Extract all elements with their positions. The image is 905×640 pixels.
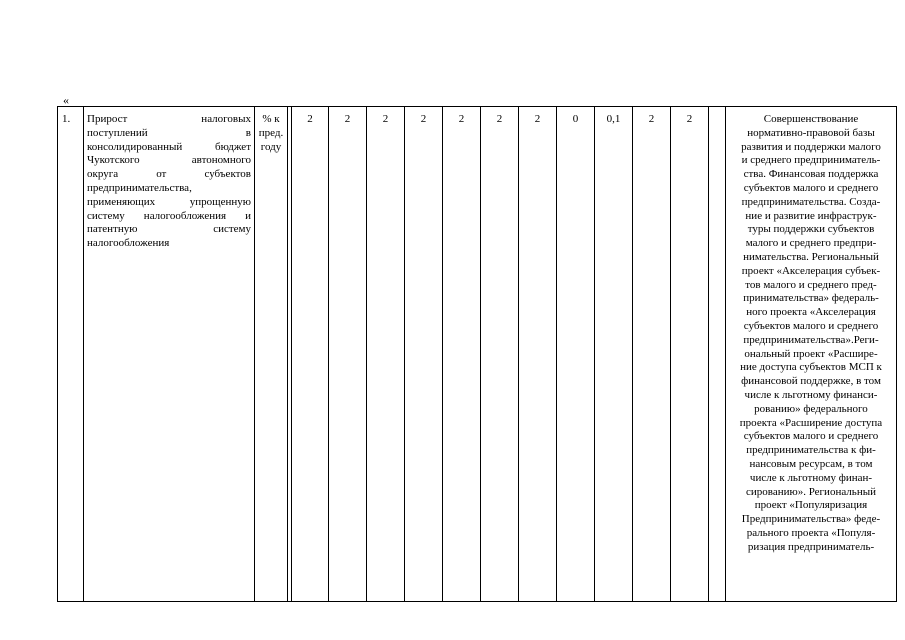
description-line: нимательства. Региональный (743, 250, 879, 263)
indicator-line: систему налогообложения и (87, 209, 251, 222)
unit-cell (255, 107, 288, 602)
description-line: Совершенствование (763, 113, 859, 125)
indicator-table (57, 106, 897, 602)
indicator-line: консолидированный бюджет (87, 140, 251, 153)
description-line: субъектов малого и среднего (743, 181, 879, 194)
description-line: и среднего предприниматель- (741, 154, 881, 167)
indicator-line: округа от субъектов (87, 168, 251, 181)
description-line: ние и развитие инфраструк- (745, 209, 877, 222)
value-cell: 2 (405, 107, 443, 602)
value-cell: 2 (519, 107, 557, 602)
description-line: ного проекта «Акселерация (746, 306, 876, 319)
description-line: развития и поддержки малого (741, 140, 881, 153)
value-cell: 2 (329, 107, 367, 602)
indicator-name-cell (84, 107, 255, 602)
description-line: малого и среднего предпри- (745, 237, 877, 250)
description-line: проект «Акселерация субъек- (741, 264, 881, 277)
value-cell: 0,1 (595, 107, 633, 602)
indicator-line: применяющих упрощенную (87, 195, 251, 208)
description-line: предпринимательства».Реги- (743, 333, 879, 346)
value-cell: 2 (633, 107, 671, 602)
description-line: тов малого и среднего пред- (745, 278, 877, 291)
table-row (58, 107, 897, 602)
description-line: нансовым ресурсам, в том (749, 457, 873, 470)
value-cell: 0 (557, 107, 595, 602)
row-number: 1. (58, 107, 84, 602)
description-line: предпринимательства. Созда- (741, 195, 881, 208)
description-line: рованию» федерального (754, 402, 868, 415)
unit-line: % к (262, 113, 280, 125)
opening-quote-mark: « (63, 93, 69, 107)
description-line: ональный проект «Расшире- (744, 347, 878, 360)
value-cell: 2 (671, 107, 709, 602)
indicator-line: патентную систему (87, 223, 251, 236)
description-line: ние доступа субъектов МСП к (740, 361, 882, 374)
unit-line: пред. (258, 126, 284, 139)
description-line: туры поддержки субъектов (747, 223, 875, 236)
description-line: сированию». Региональный (746, 485, 876, 498)
value-cell: 2 (481, 107, 519, 602)
description-line: финансовой поддержке, в том (741, 375, 881, 388)
description-line: предпринимательства к фи- (746, 444, 876, 457)
value-cell: 2 (367, 107, 405, 602)
description-line: проекта «Расширение доступа (739, 416, 883, 429)
indicator-line: Прирост налоговых (87, 113, 251, 125)
description-line: субъектов малого и среднего (743, 430, 879, 443)
value-cell: 2 (443, 107, 481, 602)
description-line: проект «Популяризация (754, 499, 868, 512)
description-line: субъектов малого и среднего (743, 319, 879, 332)
indicator-line: Чукотского автономного (87, 154, 251, 167)
value-cell: 2 (292, 107, 329, 602)
description-line: числе к льготному финанси- (744, 388, 878, 401)
indicator-line: налогообложения (87, 237, 170, 250)
description-line: числе к льготному финан- (749, 471, 873, 484)
description-line: ризация предприниматель- (747, 540, 875, 553)
indicator-line: поступлений в (87, 126, 251, 139)
description-line: Предпринимательства» феде- (741, 513, 881, 526)
indicator-line: предпринимательства, (87, 181, 192, 194)
unit-line: году (260, 140, 282, 153)
description-line: нормативно-правовой базы (747, 126, 875, 139)
description-cell (726, 107, 897, 602)
spacer-cell (709, 107, 726, 602)
description-line: принимательства» федераль- (743, 292, 879, 305)
description-line: рального проекта «Популя- (746, 526, 876, 539)
description-line: ства. Финансовая поддержка (743, 168, 879, 181)
